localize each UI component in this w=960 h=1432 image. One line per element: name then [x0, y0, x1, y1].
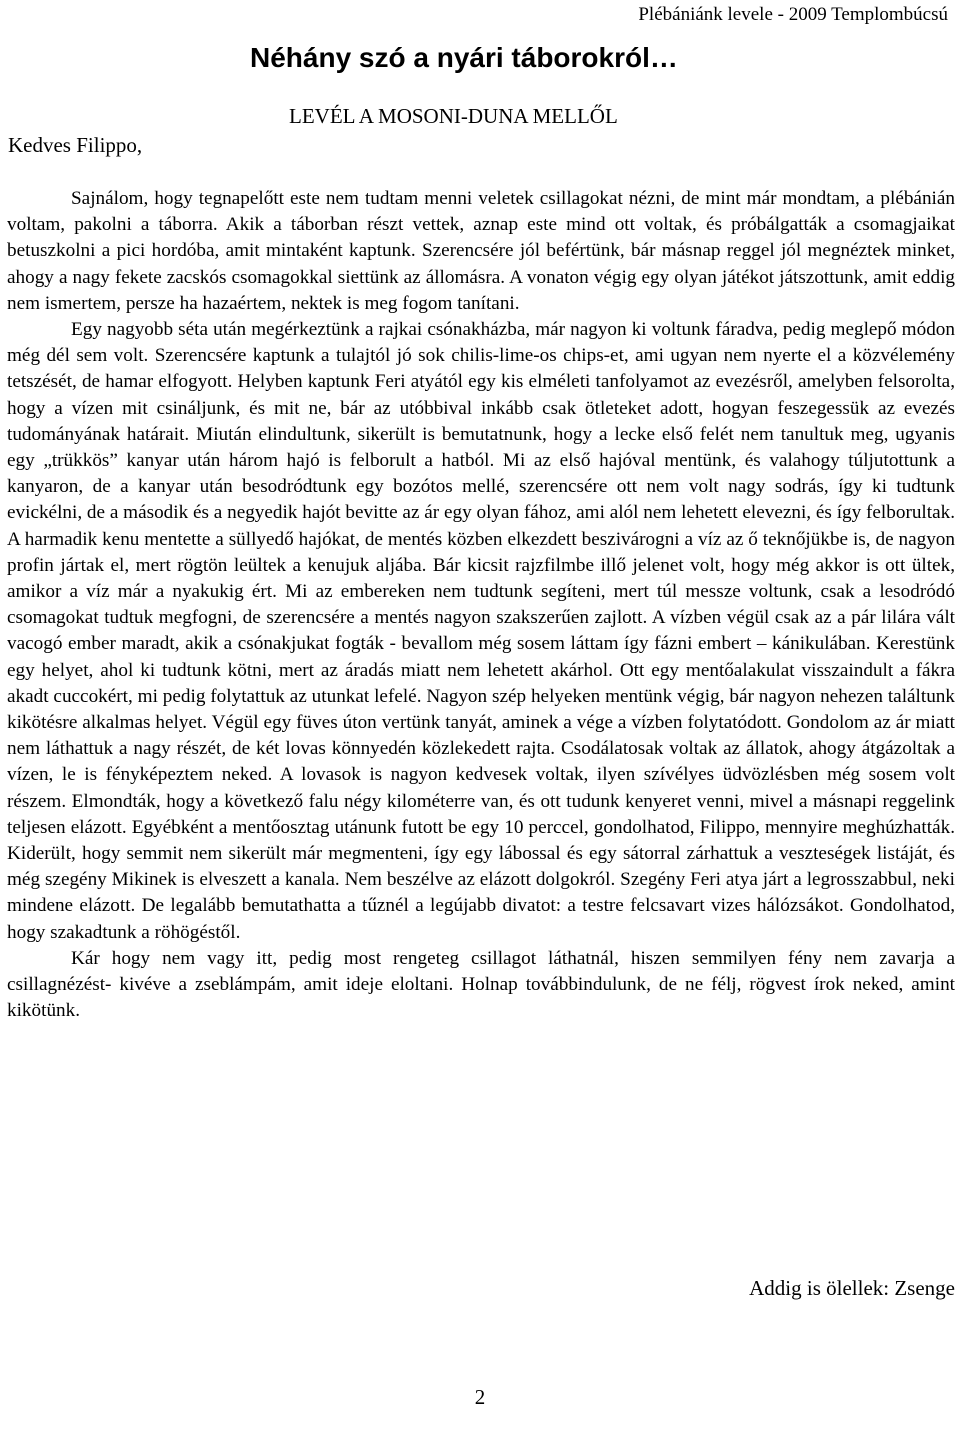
article-title: Néhány szó a nyári táborokról… — [250, 42, 678, 73]
letter-signature: Addig is ölellek: Zsenge — [749, 1276, 955, 1300]
page-number: 2 — [474, 1385, 486, 1409]
letter-paragraph: Egy nagyobb séta után megérkeztünk a rajkai csónakházba, már nagyon ki voltunk fáradva, pedig meglepő módon még dél sem volt. Szerencsére kaptunk a tulajtól jó sok chilis-lime-os chips-et, ami ugyan nem nyerte el a közvélemény tetszését, de hamar elfogyott. Helyben kaptunk Feri atyától egy kis elméleti tanfolyamot az evezésről, amelyben felsorolta, hogy a vízen mit csináljunk, és mit ne, bár az utóbbival inkább csak ötleteket adott, hogyan feszegessük az evezés tudományának határait. Miután elindultunk, sikerült is bemutatnunk, hogy a lecke első felét nem tanultuk meg, ugyanis egy „trükkös” kanyar után három hajó is felborult a hatból. Mi az első hajóval mentünk, és valahogy túljutottunk a kanyaron, de a kanyar után besodródtunk egy bozótos mellé, szerencsére ott nem volt nagy sodrás, így ki tudtunk evickélni, de a második és a negyedik hajót bevitte az ár egy olyan fához, ami alól nem lehetett elevezni, és így felborultak. A harmadik kenu mentette a süllyedő hajókat, de mentés közben elkezdett beszivárogni a víz az ő teknőjükbe is, de nagyon profin jártak el, mert rögtön leültek a kenujuk aljába. Bár kicsit rajzfilmbe illő jelenet volt, hogy még akkor is ott ültek, amikor a víz már a nyakukig ért. Mi az embereken nem tudtunk segíteni, mert túl messze voltunk, csak a lesodródó csomagokat tudtuk megfogni, de szerencsére a mentés nagyon szakszerűen zajlott. A vízben végül csak az a pár lilára vált vacogó ember maradt, akik a csónakjukat fogták - bevallom még sosem láttam így fázni embert – kánikulában. Kerestünk egy helyet, ahol ki tudtunk kötni, mert az áradás miatt nem lehetett akárhol. Ott egy mentőalakulat visszaindult a fákra akadt cuccokért, mi pedig folytattuk az utunkat lefelé. Nagyon szép helyeken mentünk végig, bár nagyon nehezen találtunk kikötésre alkalmas helyet. Végül egy füves úton vertünk tanyát, aminek a vége a vízben folytatódott. Gondolom az ár miatt nem láthattuk a nagy részét, de két lovas könnyedén közlekedett rajta. Csodálatosak voltak az állatok, ahogy átgázoltak a vízen, le is fényképeztem neked. A lovasok is nagyon kedvesek voltak, ilyen szívélyes üdvözlésben még sosem volt részem. Elmondták, hogy a következő falu négy kilométerre van, és ott tudunk kenyeret venni, mivel a másnapi reggelink teljesen elázott. Egyébként a mentőosztag utánunk futott be egy 10 perccel, gondolhatod, Filippo, mennyire meghúzhatták. Kiderült, hogy semmit nem sikerült már megmenteni, így egy lábossal és egy sátorral zárhattuk a veszteségek listáját, és még szegény Mikinek is elveszett a kanala. Nem beszélve az elázott dolgokról. Szegény Feri atya járt a legrosszabbul, neki mindene elázott. De legalább bemutathatta a tűznél a legújabb divatot: a testre felcsavart vizes hálózsákot. Gondolhatod, hogy szakadtunk a röhögéstől. — [7, 319, 955, 943]
article-subtitle: LEVÉL A MOSONI-DUNA MELLŐL — [289, 104, 618, 128]
letter-paragraph: Kár hogy nem vagy itt, pedig most rengeteg csillagot láthatnál, hiszen semmilyen fény nem zavarja a csillagnézést- kivéve a zseblámpám, amit ideje eloltani. Holnap továbbindulunk, de ne félj, rögvest írok neked, amint kikötünk. — [7, 947, 955, 1022]
publication-name: Plébániánk levele - 2009 Templombúcsú — [638, 4, 948, 25]
letter-greeting: Kedves Filippo, — [8, 133, 143, 157]
letter-body — [7, 186, 955, 1025]
letter-paragraph: Sajnálom, hogy tegnapelőtt este nem tudtam menni veletek csillagokat nézni, de mint már mondtam, a plébánián voltam, pakolni a táborra. Akik a táborban részt vettek, aznap este mind ott voltak, és próbálgatták a csomagjaikat betuszkolni a pici hordóba, amit mintaként kaptunk. Szerencsére jól befértünk, bár másnap reggel jól megnéztek minket, ahogy a nagy fekete zacskós csomagokkal siettünk az állomásra. A vonaton végig egy olyan játékot játszottunk, amit eddig nem ismertem, persze ha hazaértem, nektek is meg fogom tanítani. — [7, 188, 955, 314]
